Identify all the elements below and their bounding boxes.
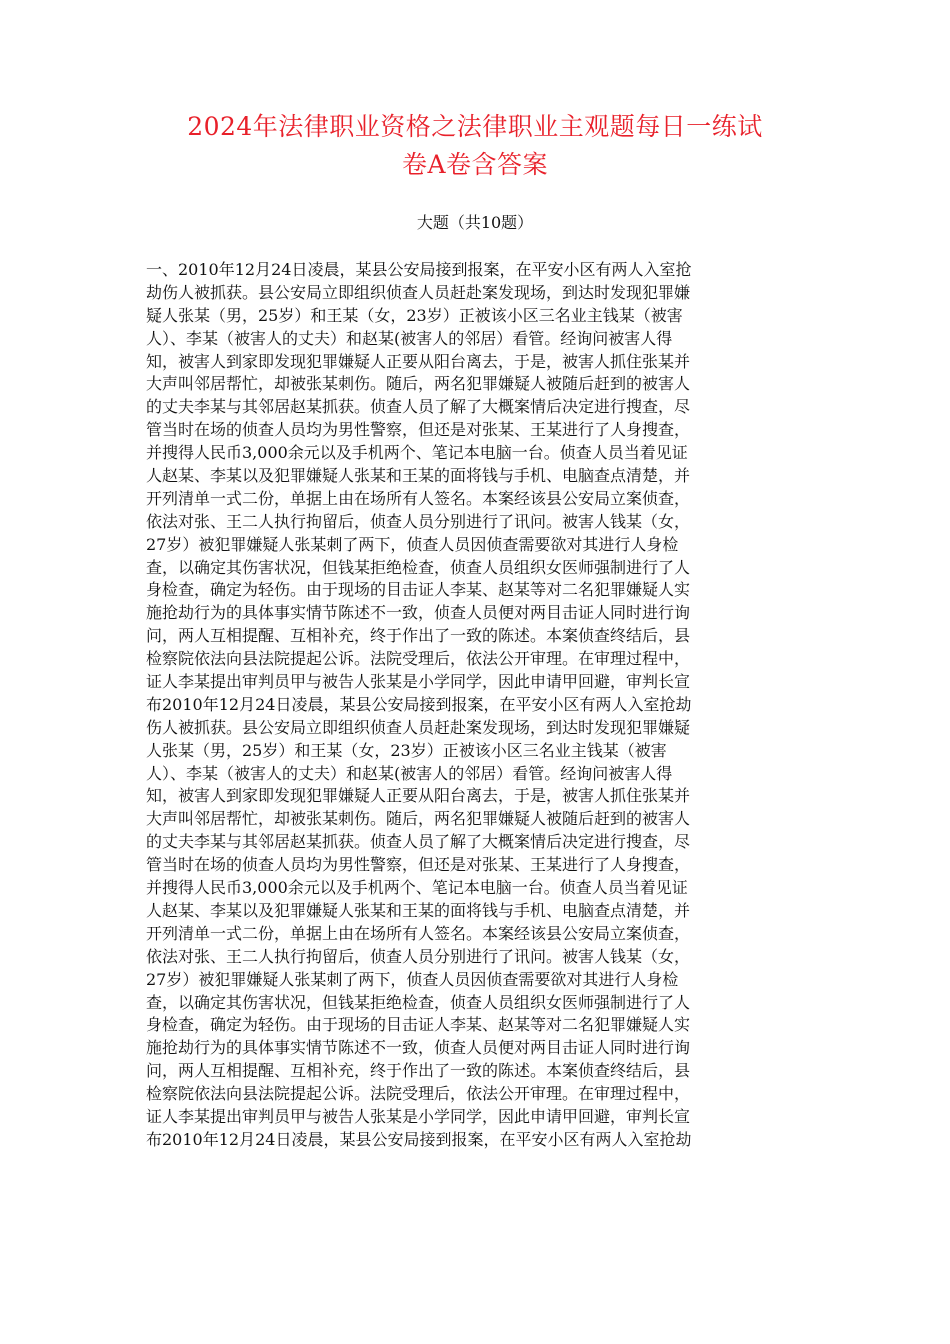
body-line: 施抢劫行为的具体事实情节陈述不一致，侦查人员便对两目击证人同时进行询 bbox=[146, 603, 691, 623]
body-line: 27岁）被犯罪嫌疑人张某刺了两下，侦查人员因侦查需要欲对其进行人身检 bbox=[146, 969, 679, 989]
body-line: 人张某（男，25岁）和王某（女，23岁）正被该小区三名业主钱某（被害 bbox=[146, 740, 667, 760]
body-line: 检察院依法向县法院提起公诉。法院受理后，依法公开审理。在审理过程中， bbox=[146, 649, 691, 669]
body-line: 开列清单一式二份，单据上由在场所有人签名。本案经该县公安局立案侦查， bbox=[146, 923, 691, 943]
body-line: 知，被害人到家即发现犯罪嫌疑人正要从阳台离去，于是，被害人抓住张某并 bbox=[146, 351, 691, 371]
body-line: 并搜得人民币3,000余元以及手机两个、笔记本电脑一台。侦查人员当着见证 bbox=[146, 878, 688, 898]
body-line: 布2010年12月24日凌晨，某县公安局接到报案，在平安小区有两人入室抢劫 bbox=[146, 1129, 692, 1149]
body-line: 问，两人互相提醒、互相补充，终于作出了一致的陈述。本案侦查终结后，县 bbox=[146, 626, 691, 646]
body-line: 管当时在场的侦查人员均为男性警察，但还是对张某、王某进行了人身搜查， bbox=[146, 420, 691, 440]
body-line: 并搜得人民币3,000余元以及手机两个、笔记本电脑一台。侦查人员当着见证 bbox=[146, 443, 688, 463]
body-line: 证人李某提出审判员甲与被告人张某是小学同学，因此申请甲回避，审判长宣 bbox=[146, 1106, 691, 1126]
body-line: 问，两人互相提醒、互相补充，终于作出了一致的陈述。本案侦查终结后，县 bbox=[146, 1061, 691, 1081]
question-body bbox=[146, 259, 816, 1152]
section-heading: 大题（共10题） bbox=[416, 213, 534, 232]
body-line: 检察院依法向县法院提起公诉。法院受理后，依法公开审理。在审理过程中， bbox=[146, 1084, 691, 1104]
body-line: 的丈夫李某与其邻居赵某抓获。侦查人员了解了大概案情后决定进行搜查，尽 bbox=[146, 832, 691, 852]
body-line: 依法对张、王二人执行拘留后，侦查人员分别进行了讯问。被害人钱某（女， bbox=[146, 946, 691, 966]
body-line: 证人李某提出审判员甲与被告人张某是小学同学，因此申请甲回避，审判长宣 bbox=[146, 672, 691, 692]
body-line: 大声叫邻居帮忙，却被张某刺伤。随后，两名犯罪嫌疑人被随后赶到的被害人 bbox=[146, 809, 691, 829]
body-line: 人）、李某（被害人的丈夫）和赵某(被害人的邻居）看管。经询问被害人得 bbox=[146, 328, 673, 348]
body-line: 依法对张、王二人执行拘留后，侦查人员分别进行了讯问。被害人钱某（女， bbox=[146, 511, 691, 531]
body-line: 管当时在场的侦查人员均为男性警察，但还是对张某、王某进行了人身搜查， bbox=[146, 855, 691, 875]
body-line: 身检查，确定为轻伤。由于现场的目击证人李某、赵某等对二名犯罪嫌疑人实 bbox=[146, 580, 691, 600]
body-line: 27岁）被犯罪嫌疑人张某刺了两下，侦查人员因侦查需要欲对其进行人身检 bbox=[146, 534, 679, 554]
body-line: 人）、李某（被害人的丈夫）和赵某(被害人的邻居）看管。经询问被害人得 bbox=[146, 763, 673, 783]
body-line: 查，以确定其伤害状况，但钱某拒绝检查，侦查人员组织女医师强制进行了人 bbox=[146, 557, 691, 577]
body-line: 查，以确定其伤害状况，但钱某拒绝检查，侦查人员组织女医师强制进行了人 bbox=[146, 992, 691, 1012]
body-line: 疑人张某（男，25岁）和王某（女，23岁）正被该小区三名业主钱某（被害 bbox=[146, 305, 683, 325]
body-line: 身检查，确定为轻伤。由于现场的目击证人李某、赵某等对二名犯罪嫌疑人实 bbox=[146, 1015, 691, 1035]
body-line: 施抢劫行为的具体事实情节陈述不一致，侦查人员便对两目击证人同时进行询 bbox=[146, 1038, 691, 1058]
body-line: 布2010年12月24日凌晨，某县公安局接到报案，在平安小区有两人入室抢劫 bbox=[146, 694, 692, 714]
document-title bbox=[130, 108, 820, 184]
body-line: 开列清单一式二份，单据上由在场所有人签名。本案经该县公安局立案侦查， bbox=[146, 488, 691, 508]
body-line: 人赵某、李某以及犯罪嫌疑人张某和王某的面将钱与手机、电脑查点清楚，并 bbox=[146, 466, 691, 486]
body-line: 知，被害人到家即发现犯罪嫌疑人正要从阳台离去，于是，被害人抓住张某并 bbox=[146, 786, 691, 806]
body-line: 一、2010年12月24日凌晨，某县公安局接到报案，在平安小区有两人入室抢 bbox=[146, 260, 692, 279]
body-line: 大声叫邻居帮忙，却被张某刺伤。随后，两名犯罪嫌疑人被随后赶到的被害人 bbox=[146, 374, 691, 394]
body-line: 人赵某、李某以及犯罪嫌疑人张某和王某的面将钱与手机、电脑查点清楚，并 bbox=[146, 900, 691, 920]
title-line-1: 2024年法律职业资格之法律职业主观题每日一练试 bbox=[187, 112, 763, 141]
body-line: 的丈夫李某与其邻居赵某抓获。侦查人员了解了大概案情后决定进行搜查，尽 bbox=[146, 397, 691, 417]
title-line-2: 卷A卷含答案 bbox=[401, 150, 549, 179]
body-line: 伤人被抓获。县公安局立即组织侦查人员赶赴案发现场，到达时发现犯罪嫌疑 bbox=[146, 717, 691, 737]
body-line: 劫伤人被抓获。县公安局立即组织侦查人员赶赴案发现场，到达时发现犯罪嫌 bbox=[146, 282, 691, 302]
